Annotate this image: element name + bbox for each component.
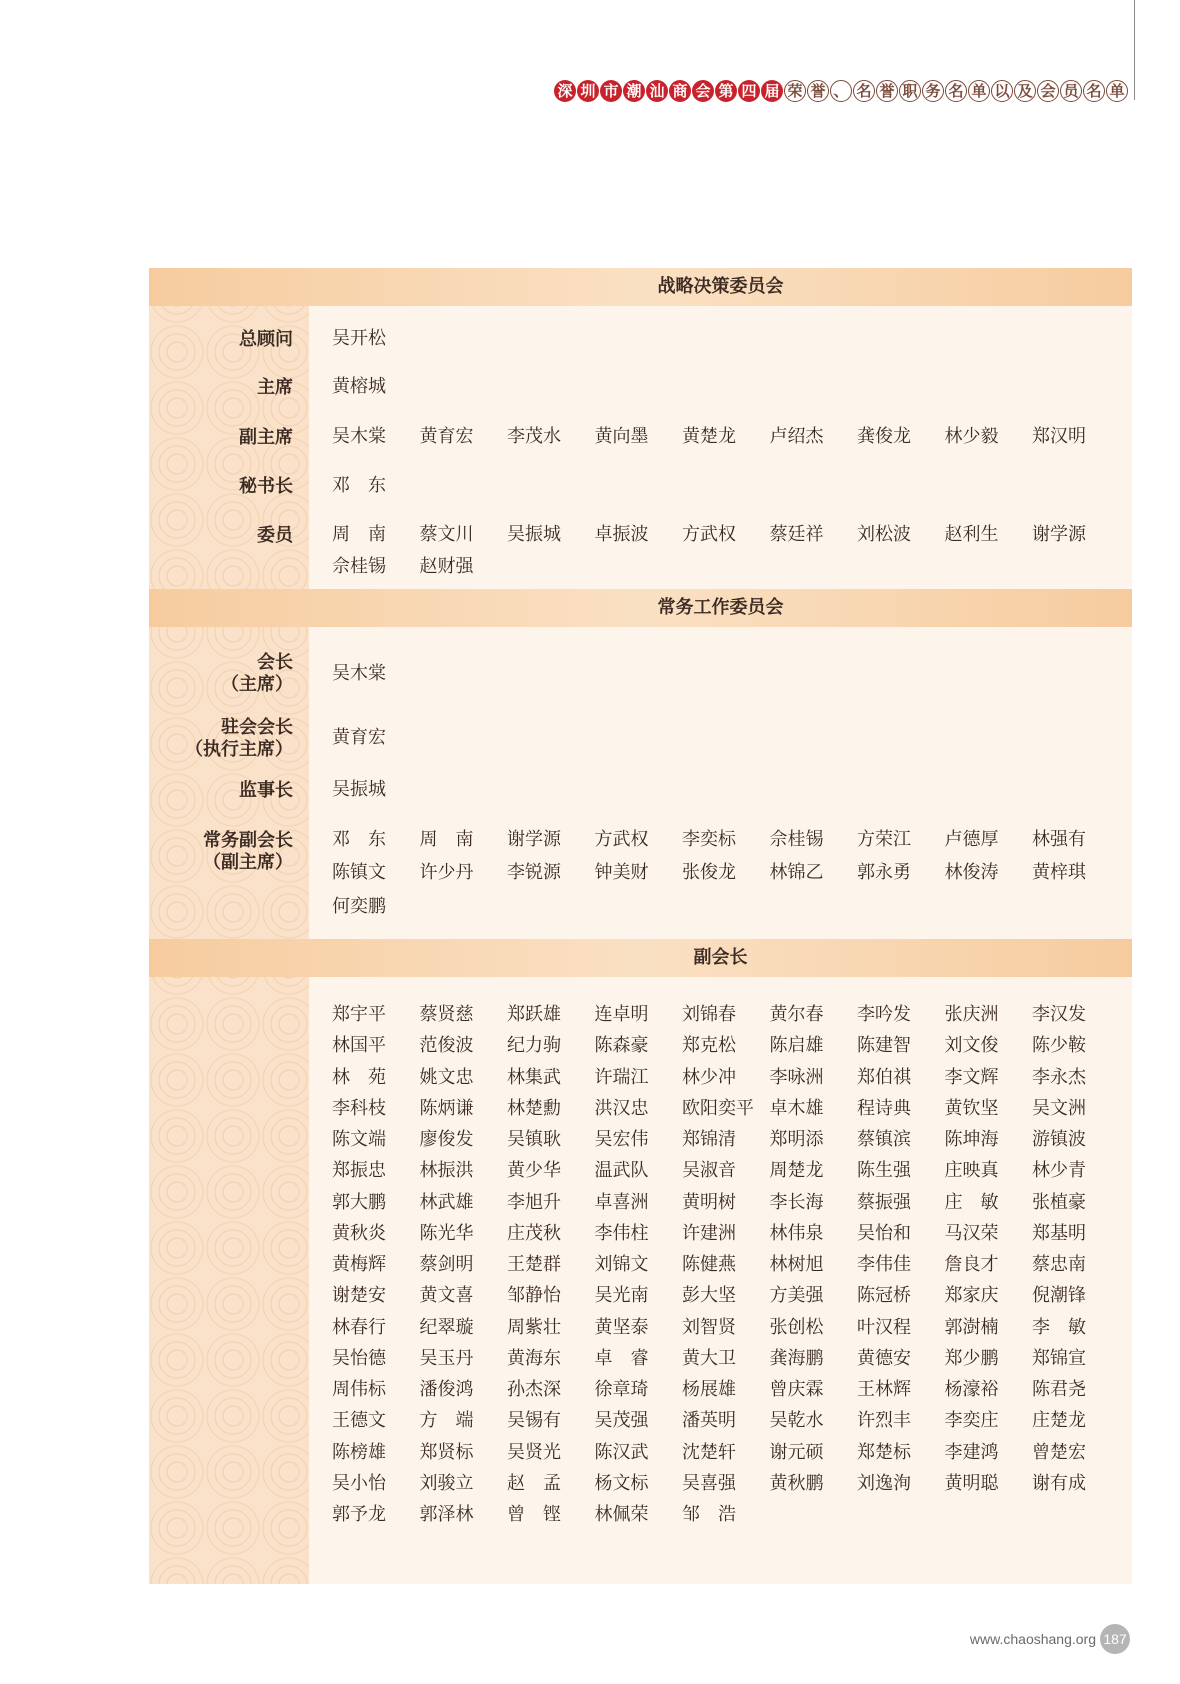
person-name: 林振洪 (419, 1160, 474, 1181)
person-name: 吴怡德 (332, 1348, 386, 1369)
header-title-char: 潮 (623, 80, 645, 102)
person-name: 刘锦春 (682, 1004, 736, 1025)
person-name: 吴开松 (332, 328, 386, 349)
person-name: 黄梓琪 (1032, 862, 1086, 883)
person-name: 李汉发 (1032, 1004, 1086, 1025)
person-name: 李旭升 (507, 1192, 561, 1213)
header-title (554, 80, 1128, 102)
person-name: 吴文洲 (1032, 1098, 1086, 1119)
person-name: 吴振城 (507, 524, 561, 545)
person-name: 陈冠桥 (857, 1285, 911, 1306)
person-name: 郑振忠 (332, 1160, 386, 1181)
person-name: 李咏洲 (769, 1067, 824, 1088)
person-name: 郑明添 (769, 1129, 824, 1150)
person-name: 黄向墨 (594, 426, 649, 447)
person-name: 郭予龙 (332, 1504, 386, 1525)
person-name: 卢绍杰 (769, 426, 824, 447)
header-title-char: 员 (1060, 80, 1082, 102)
person-name: 周 南 (332, 524, 386, 545)
person-name: 李吟发 (857, 1004, 911, 1025)
header-title-char: 深 (554, 80, 576, 102)
person-name: 程诗典 (857, 1098, 911, 1119)
person-name: 郭泽林 (419, 1504, 474, 1525)
person-name: 李文辉 (944, 1067, 999, 1088)
header-title-char: 会 (692, 80, 714, 102)
person-name: 林武雄 (419, 1192, 474, 1213)
person-name: 黄育宏 (419, 426, 474, 447)
person-name: 谢楚安 (332, 1285, 386, 1306)
person-name: 张俊龙 (682, 862, 736, 883)
person-name: 黄尔春 (769, 1004, 824, 1025)
person-name: 潘俊鸿 (419, 1379, 474, 1400)
person-name: 吴玉丹 (419, 1348, 474, 1369)
person-name: 黄明树 (682, 1192, 736, 1213)
label-exec-vp (149, 830, 293, 874)
person-name: 黄海东 (507, 1348, 561, 1369)
person-name: 吴贤光 (507, 1442, 561, 1463)
person-name: 邓 东 (332, 475, 386, 496)
person-name: 方美强 (769, 1285, 824, 1306)
person-name: 蔡忠南 (1032, 1254, 1086, 1275)
label-exec-vp-line1: 常务副会长 (203, 830, 293, 851)
person-name: 林少青 (1032, 1160, 1086, 1181)
person-name: 黄文喜 (419, 1285, 474, 1306)
person-name: 欧阳奕平 (682, 1098, 754, 1119)
person-name: 郑克松 (682, 1035, 736, 1056)
person-name: 纪力驹 (507, 1035, 561, 1056)
person-name: 陈少鞍 (1032, 1035, 1086, 1056)
person-name: 陈森豪 (594, 1035, 649, 1056)
person-name: 林少毅 (944, 426, 999, 447)
label-resident-line2: （执行主席） (185, 739, 293, 760)
person-name: 黄少华 (507, 1160, 561, 1181)
person-name: 李 敏 (1032, 1317, 1086, 1338)
person-name: 龚俊龙 (857, 426, 911, 447)
header-title-char: 、 (830, 80, 852, 102)
person-name: 吴喜强 (682, 1473, 736, 1494)
person-name: 李长海 (769, 1192, 824, 1213)
person-name: 周楚龙 (769, 1160, 824, 1181)
person-name: 黄钦坚 (944, 1098, 999, 1119)
person-name: 黄育宏 (332, 727, 386, 748)
person-name: 连卓明 (594, 1004, 649, 1025)
person-name: 彭大坚 (682, 1285, 736, 1306)
person-name: 庄楚龙 (1032, 1410, 1086, 1431)
header-title-char: 商 (669, 80, 691, 102)
person-name: 方武权 (682, 524, 736, 545)
person-name: 谢有成 (1032, 1473, 1086, 1494)
person-name: 吴木棠 (332, 426, 386, 447)
person-name: 黄德安 (857, 1348, 911, 1369)
person-name: 蔡振强 (857, 1192, 911, 1213)
person-name: 刘松波 (857, 524, 911, 545)
header-title-char: 职 (899, 80, 921, 102)
person-name: 赵财强 (419, 556, 474, 577)
label-member: 委员 (257, 525, 293, 546)
person-name: 郑宇平 (332, 1004, 386, 1025)
header-title-char: 务 (922, 80, 944, 102)
label-supervisor: 监事长 (239, 780, 293, 801)
person-name: 游镇波 (1032, 1129, 1086, 1150)
person-name: 郑基明 (1032, 1223, 1086, 1244)
person-name: 吴小怡 (332, 1473, 386, 1494)
person-name: 庄映真 (944, 1160, 999, 1181)
person-name: 钟美财 (594, 862, 649, 883)
header-title-char: 及 (1014, 80, 1036, 102)
person-name: 卢德厚 (944, 829, 999, 850)
person-name: 吴振城 (332, 779, 386, 800)
person-name: 佘桂锡 (769, 829, 824, 850)
label-advisor: 总顾问 (239, 329, 293, 350)
person-name: 郑锦清 (682, 1129, 736, 1150)
label-president (149, 652, 293, 696)
person-name: 周紫壮 (507, 1317, 561, 1338)
person-name: 邹 浩 (682, 1504, 736, 1525)
person-name: 郭澍楠 (944, 1317, 999, 1338)
person-name: 陈健燕 (682, 1254, 736, 1275)
person-name: 林少冲 (682, 1067, 736, 1088)
person-name: 陈文端 (332, 1129, 386, 1150)
person-name: 廖俊发 (419, 1129, 474, 1150)
person-name: 杨濠裕 (944, 1379, 999, 1400)
person-name: 林强有 (1032, 829, 1086, 850)
person-name: 卓振波 (594, 524, 649, 545)
person-name: 吴茂强 (594, 1410, 649, 1431)
person-name: 刘文俊 (944, 1035, 999, 1056)
person-name: 叶汉程 (857, 1317, 911, 1338)
label-chairman: 主席 (257, 377, 293, 398)
person-name: 陈坤海 (944, 1129, 999, 1150)
person-name: 吴乾水 (769, 1410, 824, 1431)
person-name: 郑贤标 (419, 1442, 474, 1463)
person-name: 刘锦文 (594, 1254, 649, 1275)
person-name: 方武权 (594, 829, 649, 850)
person-name: 林楚勳 (507, 1098, 561, 1119)
person-name: 张创松 (769, 1317, 824, 1338)
person-name: 郭永勇 (857, 862, 911, 883)
person-name: 林树旭 (769, 1254, 824, 1275)
person-name: 李锐源 (507, 862, 561, 883)
person-name: 许少丹 (419, 862, 474, 883)
person-name: 陈建智 (857, 1035, 911, 1056)
person-name: 沈楚轩 (682, 1442, 736, 1463)
person-name: 李永杰 (1032, 1067, 1086, 1088)
person-name: 张植豪 (1032, 1192, 1086, 1213)
person-name: 方荣江 (857, 829, 911, 850)
header-title-char: 届 (761, 80, 783, 102)
person-name: 邓 东 (332, 829, 386, 850)
person-name: 陈镇文 (332, 862, 386, 883)
person-name: 龚海鹏 (769, 1348, 824, 1369)
person-name: 徐章琦 (594, 1379, 649, 1400)
person-name: 林俊涛 (944, 862, 999, 883)
person-name: 潘英明 (682, 1410, 736, 1431)
person-name: 林 苑 (332, 1067, 386, 1088)
person-name: 李伟柱 (594, 1223, 649, 1244)
header-title-char: 圳 (577, 80, 599, 102)
person-name: 姚文忠 (419, 1067, 474, 1088)
person-name: 林佩荣 (594, 1504, 649, 1525)
header-title-char: 誉 (876, 80, 898, 102)
label-president-line1: 会长 (257, 652, 293, 673)
person-name: 李建鸿 (944, 1442, 999, 1463)
label-resident-line1: 驻会会长 (221, 717, 293, 738)
person-name: 佘桂锡 (332, 556, 386, 577)
person-name: 蔡镇滨 (857, 1129, 911, 1150)
header-title-char: 市 (600, 80, 622, 102)
person-name: 蔡廷祥 (769, 524, 824, 545)
person-name: 郑伯祺 (857, 1067, 911, 1088)
person-name: 曾 铿 (507, 1504, 561, 1525)
person-name: 吴宏伟 (594, 1129, 649, 1150)
person-name: 黄坚泰 (594, 1317, 649, 1338)
header-divider-line (1134, 0, 1135, 100)
person-name: 许瑞江 (594, 1067, 649, 1088)
person-name: 蔡贤慈 (419, 1004, 474, 1025)
page-footer (970, 1624, 1130, 1654)
person-name: 李科枝 (332, 1098, 386, 1119)
person-name: 陈光华 (419, 1223, 474, 1244)
person-name: 马汉荣 (944, 1223, 999, 1244)
person-name: 陈君尧 (1032, 1379, 1086, 1400)
person-name: 吴淑音 (682, 1160, 736, 1181)
person-name: 吴木棠 (332, 663, 386, 684)
person-name: 许建洲 (682, 1223, 736, 1244)
person-name: 纪翠璇 (419, 1317, 474, 1338)
person-name: 范俊波 (419, 1035, 474, 1056)
person-name: 林春行 (332, 1317, 386, 1338)
person-name: 郭大鹏 (332, 1192, 386, 1213)
person-name: 郑家庆 (944, 1285, 999, 1306)
person-name: 刘逸洵 (857, 1473, 911, 1494)
person-name: 邹静怡 (507, 1285, 561, 1306)
person-name: 谢学源 (1032, 524, 1086, 545)
person-name: 孙杰深 (507, 1379, 561, 1400)
section-title-standing: 常务工作委员会 (657, 597, 784, 618)
header-title-char: 荣 (784, 80, 806, 102)
person-name: 黄秋炎 (332, 1223, 386, 1244)
section-title-vp: 副会长 (693, 947, 748, 968)
person-name: 刘智贤 (682, 1317, 736, 1338)
person-name: 詹良才 (944, 1254, 999, 1275)
person-name: 曾庆霖 (769, 1379, 824, 1400)
person-name: 赵利生 (944, 524, 999, 545)
person-name: 杨文标 (594, 1473, 649, 1494)
person-name: 杨展雄 (682, 1379, 736, 1400)
header-title-char: 以 (991, 80, 1013, 102)
header-title-char: 会 (1037, 80, 1059, 102)
label-exec-vp-line2: （副主席） (203, 852, 293, 873)
person-name: 蔡剑明 (419, 1254, 474, 1275)
person-name: 谢元硕 (769, 1442, 824, 1463)
label-resident-president (149, 717, 293, 761)
person-name: 刘骏立 (419, 1473, 474, 1494)
person-name: 吴锡有 (507, 1410, 561, 1431)
header-title-char: 誉 (807, 80, 829, 102)
person-name: 卓木雄 (769, 1098, 824, 1119)
person-name: 周 南 (419, 829, 474, 850)
person-name: 王德文 (332, 1410, 386, 1431)
person-name: 李奕庄 (944, 1410, 999, 1431)
person-name: 黄榕城 (332, 376, 386, 397)
person-name: 方 端 (419, 1410, 474, 1431)
person-name: 黄明聪 (944, 1473, 999, 1494)
person-name: 李奕标 (682, 829, 736, 850)
person-name: 周伟标 (332, 1379, 386, 1400)
person-name: 郑汉明 (1032, 426, 1086, 447)
person-name: 黄秋鹏 (769, 1473, 824, 1494)
person-name: 黄梅辉 (332, 1254, 386, 1275)
person-name: 黄楚龙 (682, 426, 736, 447)
section-band-vp (149, 939, 1132, 977)
person-name: 许烈丰 (857, 1410, 911, 1431)
header-title-char: 四 (738, 80, 760, 102)
person-name: 赵 孟 (507, 1473, 561, 1494)
header-title-char: 第 (715, 80, 737, 102)
decorative-cloud-sidebar (149, 268, 309, 1584)
person-name: 郑楚标 (857, 1442, 911, 1463)
person-name: 陈生强 (857, 1160, 911, 1181)
person-name: 庄 敏 (944, 1192, 999, 1213)
section-band-strategy (149, 268, 1132, 306)
person-name: 陈启雄 (769, 1035, 824, 1056)
header-title-char: 汕 (646, 80, 668, 102)
section-title-strategy: 战略决策委员会 (657, 276, 784, 297)
footer-url: www.chaoshang.org (969, 1631, 1096, 1647)
person-name: 谢学源 (507, 829, 561, 850)
person-name: 李伟佳 (857, 1254, 911, 1275)
person-name: 林伟泉 (769, 1223, 824, 1244)
person-name: 蔡文川 (419, 524, 474, 545)
person-name: 王林辉 (857, 1379, 911, 1400)
person-name: 何奕鹏 (332, 896, 386, 917)
person-name: 吴怡和 (857, 1223, 911, 1244)
person-name: 王楚群 (507, 1254, 561, 1275)
person-name: 吴光南 (594, 1285, 649, 1306)
person-name: 卓 睿 (594, 1348, 649, 1369)
label-vice-chairman: 副主席 (239, 427, 293, 448)
header-title-char: 名 (853, 80, 875, 102)
person-name: 林国平 (332, 1035, 386, 1056)
person-name: 陈炳谦 (419, 1098, 474, 1119)
roster-panel (149, 268, 1132, 1584)
person-name: 倪潮锋 (1032, 1285, 1086, 1306)
label-secretary: 秘书长 (239, 476, 293, 497)
header-title-char: 单 (1106, 80, 1128, 102)
header-title-char: 名 (945, 80, 967, 102)
person-name: 黄大卫 (682, 1348, 736, 1369)
person-name: 林锦乙 (769, 862, 824, 883)
header-title-char: 单 (968, 80, 990, 102)
page-number: 187 (1100, 1624, 1130, 1654)
person-name: 吴镇耿 (507, 1129, 561, 1150)
label-president-line2: （主席） (221, 674, 293, 695)
person-name: 林集武 (507, 1067, 561, 1088)
person-name: 曾楚宏 (1032, 1442, 1086, 1463)
person-name: 陈汉武 (594, 1442, 649, 1463)
person-name: 温武队 (594, 1160, 649, 1181)
person-name: 郑跃雄 (507, 1004, 561, 1025)
header-title-char: 名 (1083, 80, 1105, 102)
person-name: 庄茂秋 (507, 1223, 561, 1244)
person-name: 李茂水 (507, 426, 561, 447)
person-name: 张庆洲 (944, 1004, 999, 1025)
section-band-standing (149, 589, 1132, 627)
person-name: 陈榜雄 (332, 1442, 386, 1463)
person-name: 洪汉忠 (594, 1098, 649, 1119)
person-name: 郑少鹏 (944, 1348, 999, 1369)
person-name: 郑锦宣 (1032, 1348, 1086, 1369)
person-name: 卓喜洲 (594, 1192, 649, 1213)
